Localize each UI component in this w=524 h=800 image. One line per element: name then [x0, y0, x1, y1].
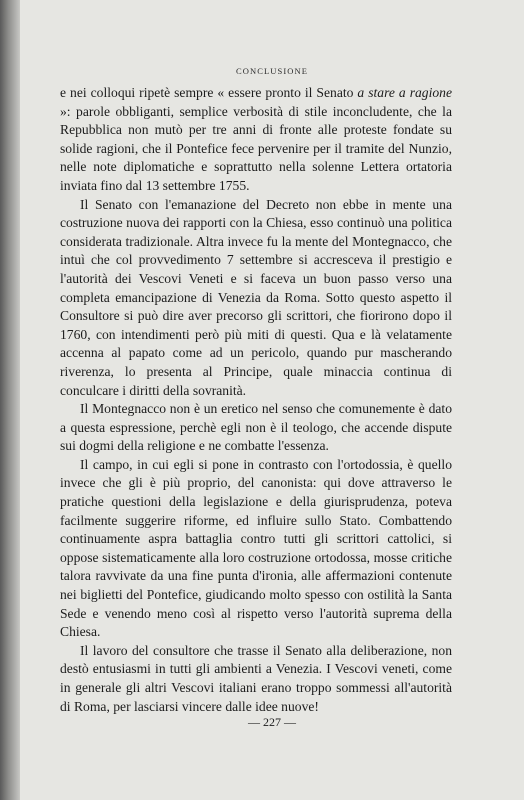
body-text [60, 84, 452, 716]
paragraph-4: Il campo, in cui egli si pone in contrasto con l'ortodossia, è quello invece che gli è più proprio, del canonista: qui dove attraverso le pratiche questioni della legislazione e della giurisprudenza, poteva facilmente suggerire riforme, ed influire sullo Stato. Combattendo continuamente aspra battaglia contro tutti gli scrittori cattolici, si oppose sistematicamente alla loro costruzione ortodossa, mosse critiche talora ravvivate da una fine punta d'ironia, alle affermazioni contenute nei biglietti del Pontefice, giudicando molto spesso con ostilità la Santa Sede e venendo meno così al rispetto verso l'autorità suprema della Chiesa. [60, 456, 452, 640]
book-page [20, 0, 524, 800]
paragraph-2: Il Senato con l'emanazione del Decreto non ebbe in mente una costruzione nuova dei rapporti con la Chiesa, esso continuò una politica considerata tradizionale. Altra invece fu la mente del Montegnacco, che intuì che col provvedimento 7 settembre si accresceva il prestigio e l'autorità dei Vescovi Veneti e si faceva un buon passo verso una completa emancipazione di Venezia da Roma. Sotto questo aspetto il Consultore si può dire aver precorso gli scrittori, che fiorirono dopo il 1760, con intendimenti però più miti di questi. Qua e là velatamente accenna al papato come ad un pericolo, quando pur mascherando riverenza, lo presenta al Principe, quale minaccia continua di conculcare i diritti della sovranità. [60, 196, 452, 398]
paragraph-1-text-end: »: parole obbliganti, semplice verbosità di stile inconcludente, che la Repubblica non mutò per tre anni di fronte alle proteste fondate su solide ragioni, che il Pontefice fece pervenire per il tramite del Nunzio, nelle note diplomatiche e soprattutto nella solenne Lettera ortatoria inviata fino dal 13 settembre 1755. [60, 103, 452, 193]
page-number: — 227 — [248, 715, 296, 729]
running-head: CONCLUSIONE [235, 66, 309, 76]
scan-edge [0, 0, 20, 800]
paragraph-1 [60, 84, 452, 196]
paragraph-1-text-start: e nei colloqui ripetè sempre « essere pronto il Senato [60, 85, 358, 100]
paragraph-3: Il Montegnacco non è un eretico nel senso che comunemente è dato a questa espressione, perchè egli non è il teologo, che accende dispute sui dogmi della religione e ne combatte l'essenza. [60, 401, 452, 454]
paragraph-1-italic: a stare a ragione [357, 85, 452, 100]
paragraph-5: Il lavoro del consultore che trasse il Senato alla deliberazione, non destò entusiasmi in tutti gli ambienti a Venezia. I Vescovi veneti, come in generale gli altri Vescovi italiani erano troppo sommessi all'autorità di Roma, per lasciarsi vincere dalle idee nuove! [60, 642, 452, 714]
